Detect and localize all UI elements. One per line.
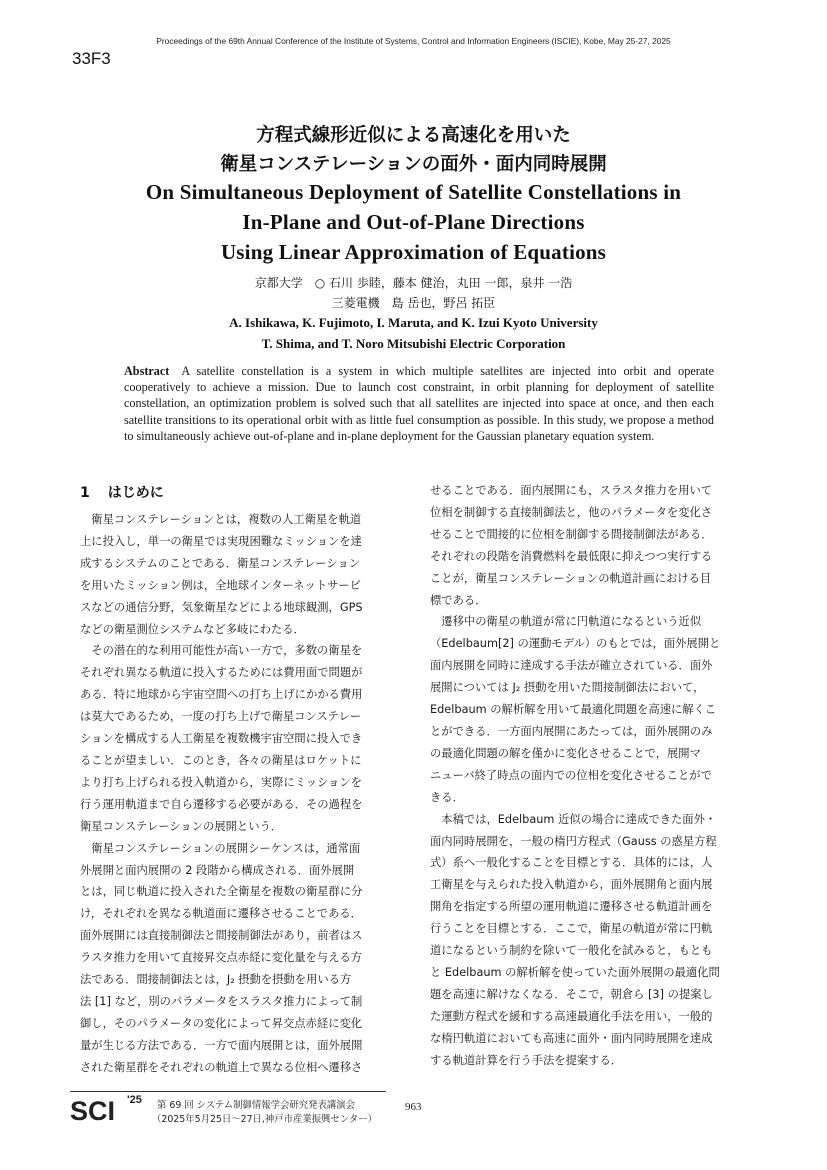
body-line: とは，同じ軌道に投入された全衛星を複数の衛星群に分: [80, 885, 363, 899]
abstract-text: A satellite constellation is a system in which multiple satellites are injected into orbit and operate cooperatively to achieve a mission. Due to launch cost constraint, in orbit planning for deployment of satellite constellation, an optimization problem is solved such that all satellites are injected into space at once, and then each satellite transitions to its operational orbit with as little fuel consumption as possible. In this study, we propose a method to simultaneously achieve out-of-plane and in-plane deployment for the Gaussian planetary equation system.: [124, 364, 714, 443]
body-column-right: [430, 480, 760, 1071]
body-line: 題を高速に解けなくなる．そこで，朝倉ら [3] の提案し: [430, 987, 713, 1001]
title-en-line3: Using Linear Approximation of Equations: [220, 240, 607, 264]
body-line: と Edelbaum の解析解を使っていた面外展開の最適化問: [430, 965, 720, 979]
body-line: ある．特に地球から宇宙空間への打ち上げにかかる費用: [80, 688, 363, 702]
section-number: 1: [80, 485, 90, 501]
title-ja-line2: 衛星コンステレーションの面外・面内同時展開: [220, 154, 607, 175]
logo-year: '25: [127, 1094, 142, 1106]
body-line: スなどの通信分野，気象衛星などによる地球観測，GPS: [80, 600, 363, 614]
body-line: 面外展開には直接制御法と間接制御法があり，前者はス: [80, 929, 363, 943]
body-line: 道になるという制約を除いて一般化を試みると，もとも: [430, 944, 713, 958]
body-line: （Edelbaum[2] の運動モデル）のもとでは，面外展開と: [430, 637, 721, 651]
proceedings-header: Proceedings of the 69th Annual Conference of the Institute of Systems, Control and Information Engineers (ISCIE), Kobe, May 25-27, 2025: [156, 36, 671, 46]
body-line: 行うことを目標とする．ここで，衛星の軌道が常に円軌: [430, 922, 713, 936]
body-line: は莫大であるため，一度の打ち上げで衛星コンステレー: [80, 710, 362, 724]
authors-en-line1: A. Ishikawa, K. Fujimoto, I. Maruta, and K. Izui Kyoto University: [229, 315, 598, 330]
body-line: 位相を制御する直接制御法と，他のパラメータを変化さ: [430, 505, 713, 519]
section-heading: [80, 482, 164, 502]
authors-ja-line1: 京都大学 ○ 石川 歩睦，藤本 健治，丸田 一郎，泉井 一浩: [254, 276, 573, 290]
body-line: 御し，そのパラメータの変化によって昇交点赤経に変化: [80, 1016, 363, 1030]
body-line: た運動方程式を緩和する高速最適化手法を用い，一般的: [430, 1009, 713, 1023]
authors-en-line2: T. Shima, and T. Noro Mitsubishi Electric Corporation: [261, 336, 566, 351]
body-line: 衛星コンステレーションの展開シーケンスは，通常面: [80, 841, 361, 855]
body-line: ニューバ終了時点の面内での位相を変化させることがで: [430, 768, 712, 782]
body-line: 本稿では，Edelbaum 近似の場合に達成できた面外・: [430, 812, 717, 826]
body-line: 衛星コンステレーションの展開という．: [80, 819, 283, 833]
body-line: 開角を指定する所望の運用軌道に遷移させる軌道計画を: [430, 900, 713, 914]
body-line: それぞれ異なる軌道に投入するためには費用面で問題が: [80, 666, 363, 680]
body-line: ラスタ推力を用いて直接昇交点赤経に変化量を与える方: [80, 951, 363, 965]
body-line: 面内展開を同時に達成する手法が確立されている．面外: [430, 659, 713, 673]
body-line: 面内同時展開を，一般の楕円方程式（Gauss の惑星方程: [430, 834, 717, 848]
body-line: な楕円軌道においても高速に面外・面内同時展開を達成: [430, 1031, 713, 1045]
title-ja-line1: 方程式線形近似による高速化を用いた: [256, 125, 571, 146]
body-line: ことが，衛星コンステレーションの軌道計画における目: [430, 571, 712, 585]
abstract-label: Abstract: [124, 364, 170, 378]
body-line: 法 [1] など，別のパラメータをスラスタ推力によって制: [80, 994, 363, 1008]
body-line: 工衛星を与えられた投入軌道から，面外展開角と面内展: [430, 878, 713, 892]
body-line: 標である．: [430, 593, 487, 607]
body-line: された衛星群をそれぞれの軌道上で異なる位相へ遷移さ: [80, 1060, 363, 1074]
footer-rule: [70, 1091, 386, 1092]
body-line: Edelbaum の解析解を用いて最適化問題を高速に解くこ: [430, 703, 717, 717]
body-line: それぞれの段階を消費燃料を最低限に抑えつつ実行する: [430, 549, 713, 563]
body-line: 衛星コンステレーションとは，複数の人工衛星を軌道: [80, 513, 362, 526]
body-line: せることである．面内展開にも，スラスタ推力を用いて: [430, 484, 713, 497]
paper-code: 33F3: [72, 49, 111, 68]
body-line: せることで間接的に位相を制御する間接制御法がある．: [430, 527, 713, 541]
sci-logo-text: SCI: [70, 1096, 116, 1124]
body-line: より打ち上げられる投入軌道から，実際にミッションを: [80, 775, 362, 789]
body-line: とができる．一方面内展開にあたっては，面外展開のみ: [430, 724, 713, 738]
page-number: 963: [405, 1101, 422, 1113]
conference-date-venue: （2025年5月25日〜27日,神戸市産業振興センター）: [152, 1114, 378, 1125]
body-line: ションを構成する人工衛星を複数機宇宙空間に投入でき: [80, 732, 363, 746]
body-line: の最適化問題の解を僅かに変化させることで，展開マ: [430, 746, 701, 760]
body-line: 式）系へ一般化することを目標とする．具体的には，人: [430, 856, 713, 870]
body-line: 行う運用軌道まで自ら遷移する必要がある．その過程を: [80, 797, 363, 811]
authors-ja-line2: 三菱電機 島 岳也，野呂 拓臣: [331, 296, 496, 310]
body-line: 法である．間接制御法とは，J₂ 摂動を摂動を用いる方: [80, 973, 352, 987]
body-line: ることが望ましい．このとき，各々の衛星はロケットに: [80, 753, 362, 767]
body-column-left: [80, 509, 410, 1079]
body-line: その潜在的な利用可能性が高い一方で，多数の衛星を: [80, 644, 363, 658]
body-line: 外展開と面内展開の 2 段階から構成される．面外展開: [80, 863, 355, 877]
section-title: はじめに: [107, 485, 164, 501]
body-line: 成するシステムのことである．衛星コンステレーション: [80, 556, 361, 570]
body-line: 上に投入し，単一の衛星では実現困難なミッションを達: [80, 534, 362, 548]
body-line: を用いたミッション例は，全地球インターネットサービ: [80, 578, 361, 592]
body-line: け，それぞれを異なる軌道面に遷移させることである．: [80, 907, 362, 921]
conference-name: 第 69 回 システム制御情報学会研究発表講演会: [157, 1100, 356, 1111]
body-line: などの衛星測位システムなど多岐にわたる．: [80, 622, 305, 636]
title-en-line1: On Simultaneous Deployment of Satellite Constellations in: [145, 180, 682, 204]
body-line: 遷移中の衛星の軌道が常に円軌道になるという近似: [430, 615, 702, 629]
body-line: きる．: [430, 790, 464, 804]
body-line: 展開については J₂ 摂動を用いた間接制御法において，: [430, 681, 705, 695]
abstract: [124, 363, 714, 444]
body-line: する軌道計算を行う手法を提案する．: [430, 1053, 623, 1067]
title-en-line2: In-Plane and Out-of-Plane Directions: [242, 210, 585, 234]
body-line: 量が生じる方法である．一方で面内展開とは，面外展開: [80, 1038, 363, 1052]
